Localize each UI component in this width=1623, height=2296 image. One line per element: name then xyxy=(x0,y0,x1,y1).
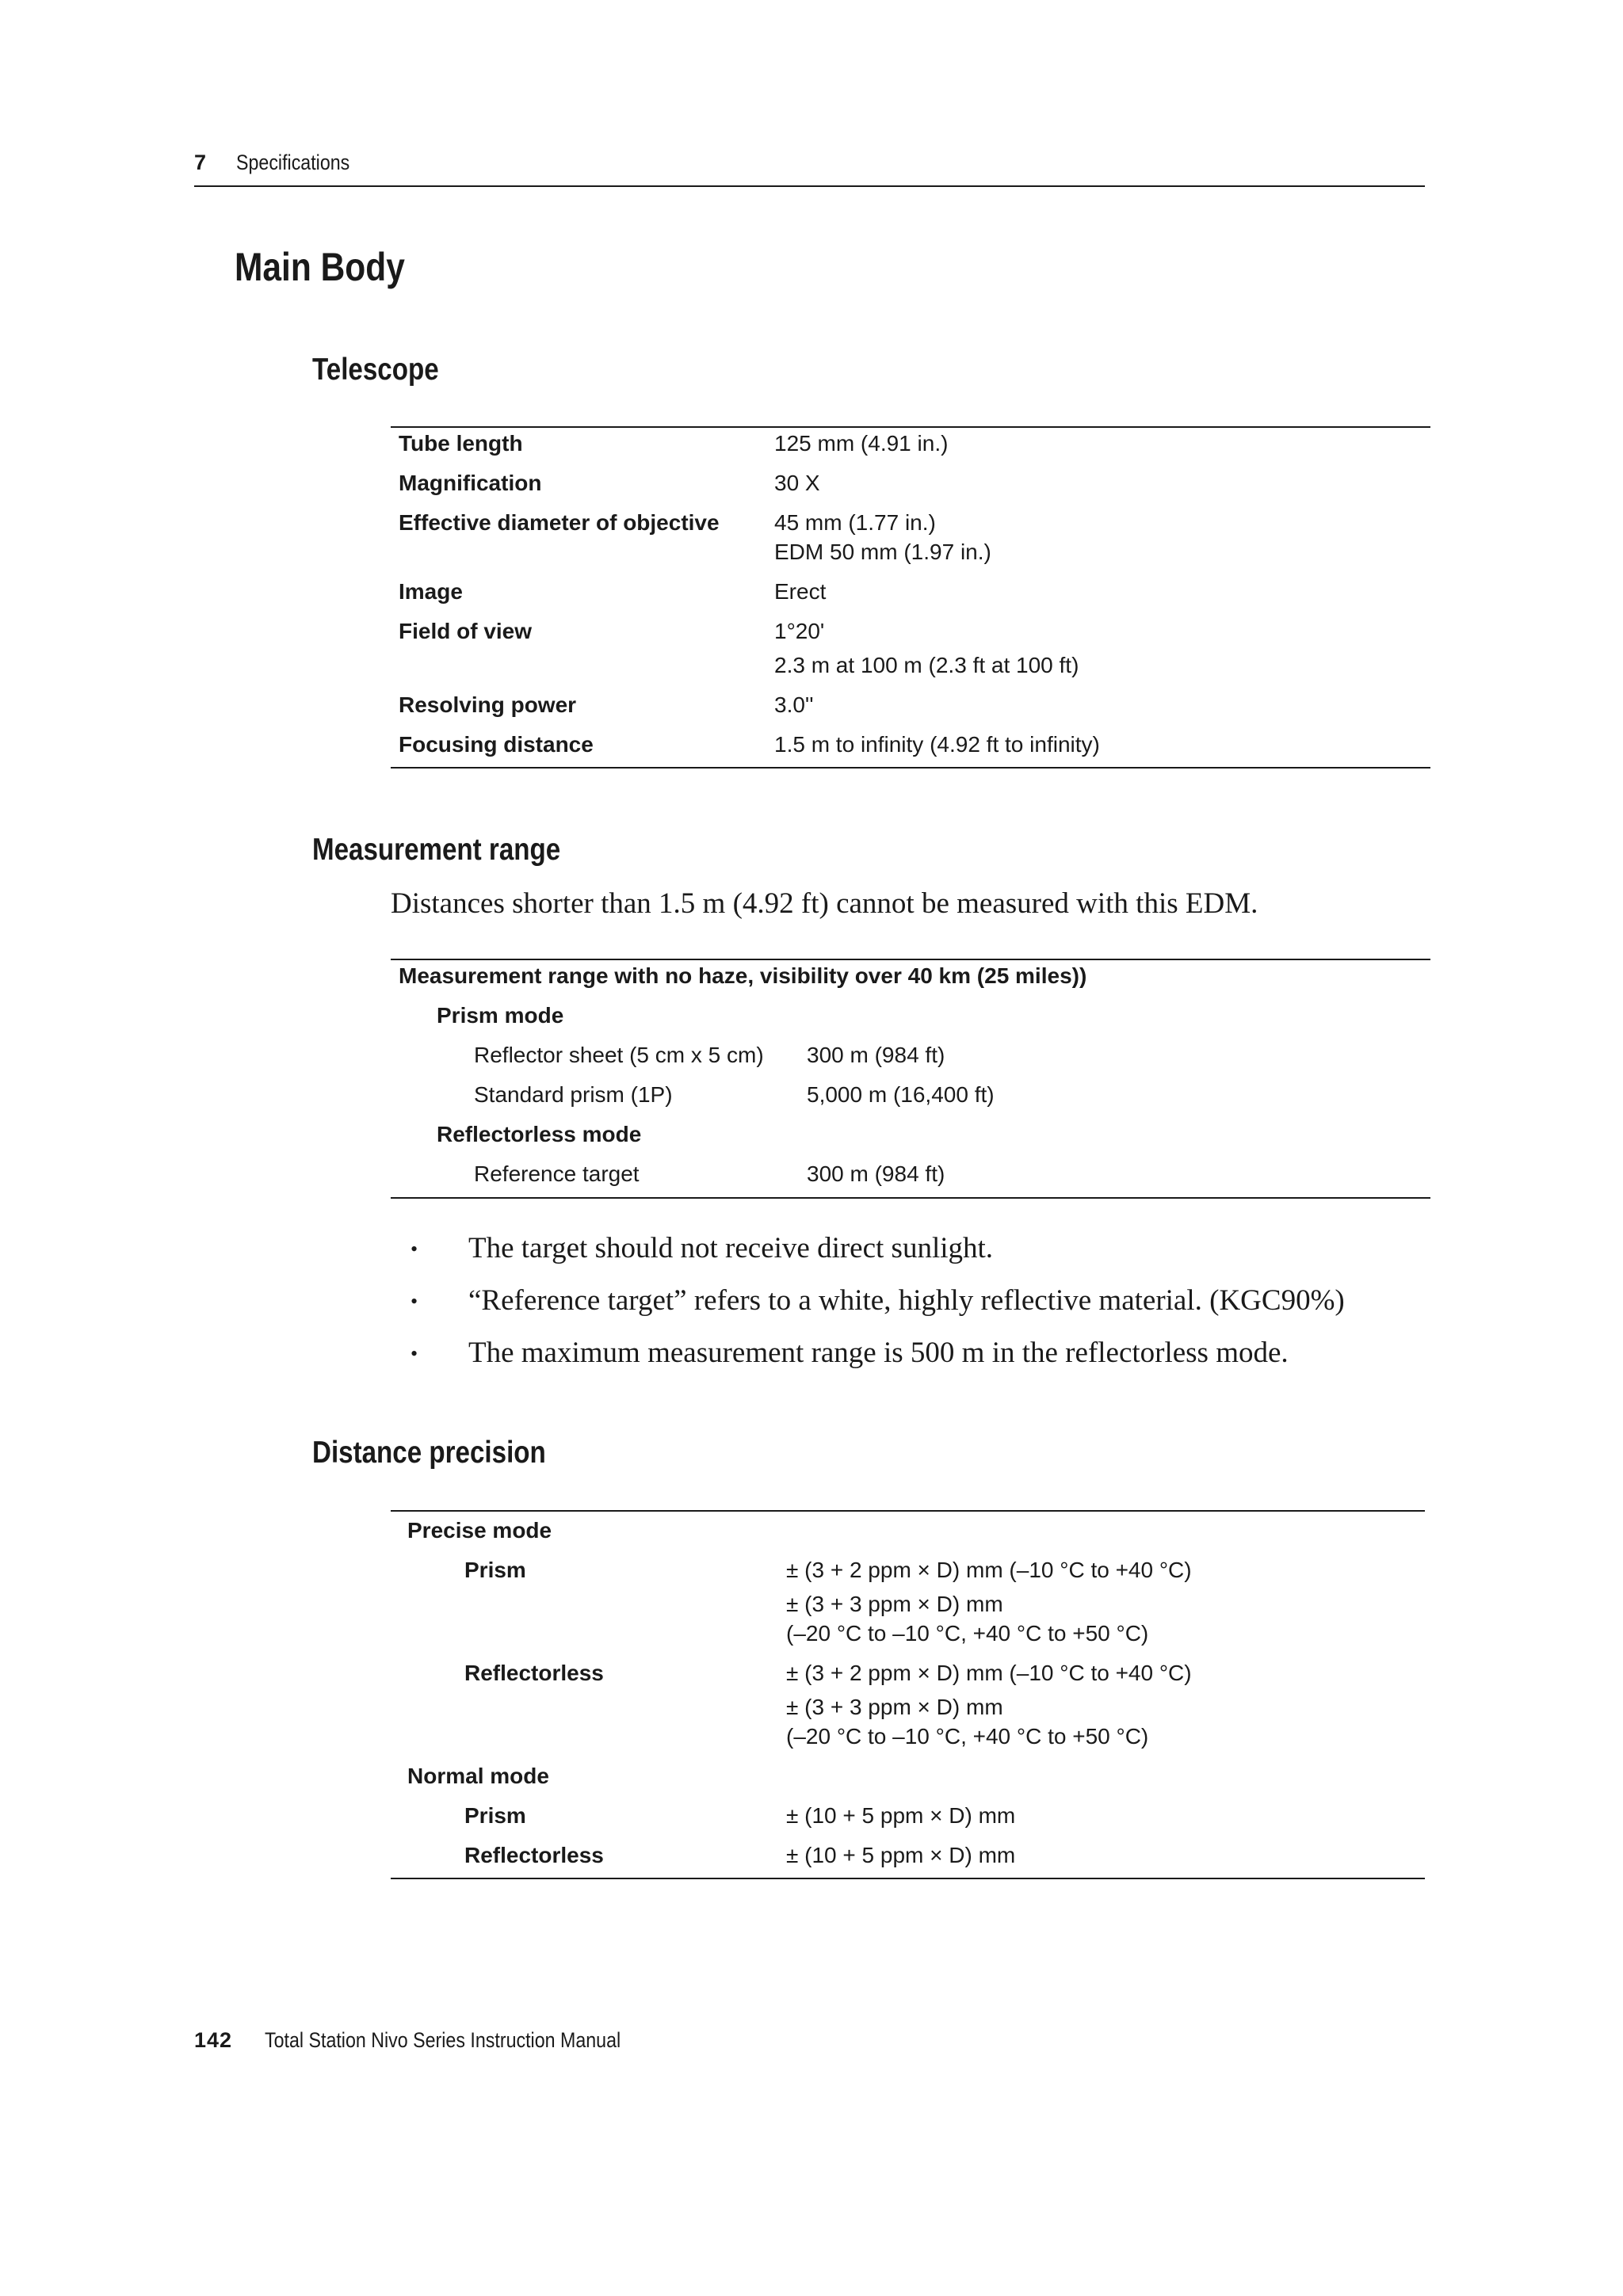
chapter-title: Specifications xyxy=(236,151,350,174)
list-item: “Reference target” refers to a white, highly reflective material. (KGC90%) xyxy=(468,1284,1345,1317)
telescope-label: Tube length xyxy=(399,431,523,456)
header-rule xyxy=(194,185,1425,187)
telescope-value: 30 X xyxy=(774,471,820,495)
normal-prism-value: ± (10 + 5 ppm × D) mm xyxy=(786,1803,1016,1828)
telescope-label: Resolving power xyxy=(399,692,577,717)
telescope-value-line2: 2.3 m at 100 m (2.3 ft at 100 ft) xyxy=(774,653,1079,677)
precise-reflectorless-value: ± (3 + 3 ppm × D) mm xyxy=(786,1695,1003,1719)
precise-prism-label: Prism xyxy=(464,1558,526,1582)
precision-table-bottom-rule xyxy=(391,1878,1425,1879)
range-table-bottom-rule xyxy=(391,1197,1430,1199)
measurement-range-heading: Measurement range xyxy=(312,833,561,867)
precise-prism-value: (–20 °C to –10 °C, +40 °C to +50 °C) xyxy=(786,1621,1149,1646)
telescope-label: Focusing distance xyxy=(399,732,594,757)
normal-reflectorless-label: Reflectorless xyxy=(464,1843,604,1867)
page-number: 142 xyxy=(194,2028,233,2052)
bullet-icon: • xyxy=(411,1342,418,1365)
precise-reflectorless-value: (–20 °C to –10 °C, +40 °C to +50 °C) xyxy=(786,1724,1149,1749)
telescope-value: 1.5 m to infinity (4.92 ft to infinity) xyxy=(774,732,1100,757)
manual-title: Total Station Nivo Series Instruction Manual xyxy=(265,2028,621,2052)
telescope-label: Image xyxy=(399,579,463,604)
telescope-value: 125 mm (4.91 in.) xyxy=(774,431,949,456)
prism-mode-label: Prism mode xyxy=(437,1003,564,1028)
normal-reflectorless-value: ± (10 + 5 ppm × D) mm xyxy=(786,1843,1016,1867)
reflector-sheet-label: Reflector sheet (5 cm x 5 cm) xyxy=(474,1043,764,1067)
precise-prism-value: ± (3 + 2 ppm × D) mm (–10 °C to +40 °C) xyxy=(786,1558,1192,1582)
telescope-value: 1°20' xyxy=(774,619,825,643)
reflectorless-mode-label: Reflectorless mode xyxy=(437,1122,642,1146)
list-item: The target should not receive direct sunlight. xyxy=(468,1232,994,1264)
precise-reflectorless-label: Reflectorless xyxy=(464,1661,604,1685)
telescope-label: Effective diameter of objective xyxy=(399,510,720,535)
standard-prism-label: Standard prism (1P) xyxy=(474,1082,673,1107)
telescope-value-line2: EDM 50 mm (1.97 in.) xyxy=(774,540,991,564)
measurement-range-intro: Distances shorter than 1.5 m (4.92 ft) cannot be measured with this EDM. xyxy=(391,887,1258,920)
telescope-label: Magnification xyxy=(399,471,542,495)
range-table-top-rule xyxy=(391,959,1430,960)
list-item: The maximum measurement range is 500 m in the reflectorless mode. xyxy=(468,1337,1289,1369)
reference-target-value: 300 m (984 ft) xyxy=(807,1161,945,1186)
telescope-value: 45 mm (1.77 in.) xyxy=(774,510,936,535)
precise-prism-value: ± (3 + 3 ppm × D) mm xyxy=(786,1592,1003,1616)
bullet-icon: • xyxy=(411,1290,418,1313)
reflector-sheet-value: 300 m (984 ft) xyxy=(807,1043,945,1067)
precision-table-top-rule xyxy=(391,1510,1425,1512)
standard-prism-value: 5,000 m (16,400 ft) xyxy=(807,1082,995,1107)
telescope-value: 3.0'' xyxy=(774,692,814,717)
bullet-icon: • xyxy=(411,1238,418,1261)
precise-mode-label: Precise mode xyxy=(407,1518,552,1543)
telescope-label: Field of view xyxy=(399,619,533,643)
range-table-title: Measurement range with no haze, visibility over 40 km (25 miles)) xyxy=(399,963,1087,988)
page-title: Main Body xyxy=(235,245,405,289)
telescope-table-bottom-rule xyxy=(391,767,1430,769)
normal-prism-label: Prism xyxy=(464,1803,526,1828)
telescope-heading: Telescope xyxy=(312,353,439,387)
chapter-number: 7 xyxy=(194,151,208,174)
distance-precision-heading: Distance precision xyxy=(312,1436,546,1470)
normal-mode-label: Normal mode xyxy=(407,1764,549,1788)
telescope-value: Erect xyxy=(774,579,827,604)
telescope-table-top-rule xyxy=(391,426,1430,428)
precise-reflectorless-value: ± (3 + 2 ppm × D) mm (–10 °C to +40 °C) xyxy=(786,1661,1192,1685)
reference-target-label: Reference target xyxy=(474,1161,640,1186)
